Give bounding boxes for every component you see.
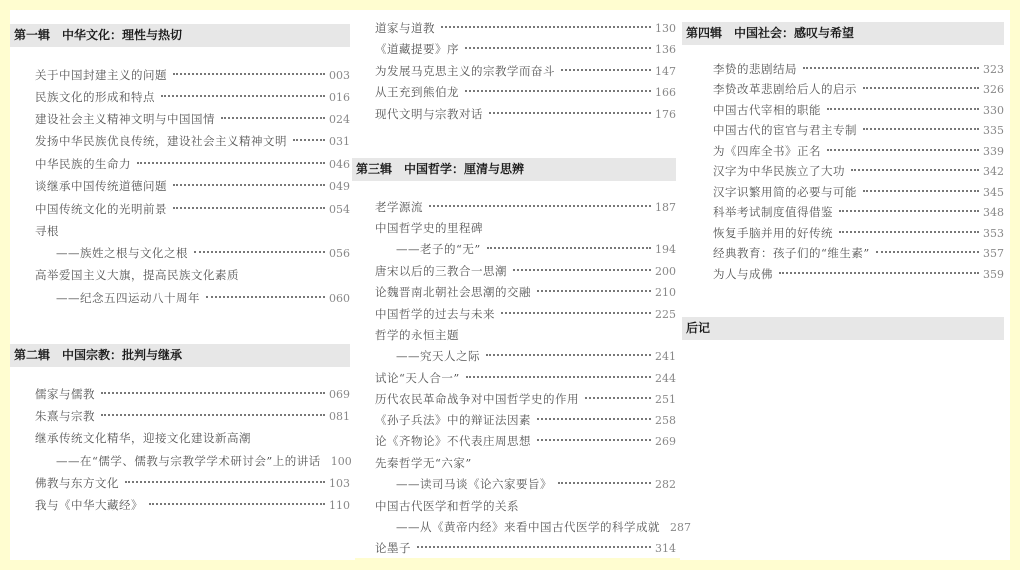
toc-entry[interactable] — [35, 429, 251, 447]
toc-entry[interactable] — [375, 62, 676, 80]
toc-entry[interactable] — [375, 432, 676, 450]
entry-title: 我与《中华大藏经》 — [35, 498, 143, 512]
entry-title: 中国哲学的过去与未来 — [375, 307, 495, 321]
dot-leader — [863, 128, 979, 130]
dot-leader — [585, 397, 651, 399]
page-number: 200 — [655, 265, 676, 278]
dot-leader — [803, 67, 979, 69]
toc-entry[interactable] — [35, 155, 350, 173]
dot-leader — [863, 87, 979, 89]
entry-title: 继承传统文化精华，迎接文化建设新高潮 — [35, 431, 251, 445]
toc-entry[interactable] — [713, 142, 1004, 160]
entry-title: ——从《黄帝内经》来看中国古代医学的科学成就 — [396, 520, 660, 534]
dot-leader — [863, 190, 979, 192]
dot-leader — [537, 290, 651, 292]
page-number: 024 — [329, 113, 350, 126]
page-number: 081 — [329, 410, 350, 423]
page-number: 335 — [983, 124, 1004, 137]
toc-entry[interactable] — [375, 83, 676, 101]
page-number: 269 — [655, 435, 676, 448]
dot-leader — [441, 26, 651, 28]
dot-leader — [173, 73, 325, 75]
entry-title: 从王充到熊伯龙 — [375, 85, 459, 99]
dot-leader — [429, 205, 651, 207]
entry-title: 佛教与东方文化 — [35, 476, 119, 490]
dot-leader — [561, 69, 651, 71]
page-number: 016 — [329, 91, 350, 104]
entry-title: 为发展马克思主义的宗教学而奋斗 — [375, 64, 555, 78]
page-number: 056 — [329, 247, 350, 260]
dot-leader — [486, 354, 651, 356]
dot-leader — [149, 503, 325, 505]
entry-title: 恢复手脑并用的好传统 — [713, 226, 833, 240]
entry-title: 中华民族的生命力 — [35, 157, 131, 171]
dot-leader — [221, 117, 325, 119]
entry-title: ——在“儒学、儒教与宗教学学术研讨会”上的讲话 — [56, 454, 321, 468]
toc-entry[interactable] — [35, 110, 350, 128]
toc-entry[interactable] — [35, 496, 350, 514]
page-number: 103 — [329, 477, 350, 490]
toc-entry[interactable] — [713, 162, 1004, 180]
dot-leader — [293, 139, 325, 141]
entry-title: 论《齐物论》不代表庄周思想 — [375, 434, 531, 448]
toc-entry[interactable] — [713, 183, 1004, 201]
toc-entry[interactable] — [35, 407, 350, 425]
toc-entry[interactable] — [375, 539, 676, 557]
page-number: 357 — [983, 247, 1004, 260]
entry-title: 发扬中华民族优良传统，建设社会主义精神文明 — [35, 134, 287, 148]
entry-title: 中国古代医学和哲学的关系 — [375, 499, 519, 513]
page-number: 342 — [983, 165, 1004, 178]
entry-title: 李贽改革悲剧给后人的启示 — [713, 82, 857, 96]
entry-title: 经典教育：孩子们的“维生素” — [713, 246, 870, 260]
toc-entry[interactable] — [375, 262, 676, 280]
toc-entry[interactable] — [375, 497, 519, 515]
entry-title: 《道藏提要》序 — [375, 42, 459, 56]
toc-entry[interactable] — [713, 101, 1004, 119]
toc-entry[interactable] — [375, 369, 676, 387]
entry-title: 论魏晋南北朝社会思潮的交融 — [375, 285, 531, 299]
toc-entry[interactable] — [375, 105, 676, 123]
dot-leader — [779, 272, 979, 274]
dot-leader — [537, 418, 651, 420]
section-header: 第一辑 中华文化：理性与热切 — [10, 24, 350, 47]
page-number: 359 — [983, 268, 1004, 281]
page-number: 176 — [655, 108, 676, 121]
entry-title: ——读司马谈《论六家要旨》 — [396, 477, 552, 491]
page-number: 003 — [329, 69, 350, 82]
entry-title: 寻根 — [35, 224, 59, 238]
page-number: 326 — [983, 83, 1004, 96]
toc-entry[interactable] — [713, 224, 1004, 242]
dot-leader — [487, 247, 651, 249]
toc-entry[interactable] — [375, 219, 483, 237]
toc-entry[interactable] — [713, 203, 1004, 221]
dot-leader — [161, 95, 325, 97]
page-number: 348 — [983, 206, 1004, 219]
dot-leader — [827, 108, 979, 110]
toc-entry[interactable] — [35, 474, 350, 492]
entry-title: 关于中国封建主义的问题 — [35, 68, 167, 82]
section-header: 第四辑 中国社会：感叹与希望 — [682, 22, 1004, 45]
section-header: 第二辑 中国宗教：批判与继承 — [10, 344, 350, 367]
toc-subtitle-entry[interactable] — [396, 347, 676, 365]
page-number: 287 — [670, 521, 691, 534]
page-number: 225 — [655, 308, 676, 321]
entry-title: 为《四库全书》正名 — [713, 144, 821, 158]
dot-leader — [173, 207, 325, 209]
toc-entry[interactable] — [35, 132, 350, 150]
page-number: 046 — [329, 158, 350, 171]
toc-entry[interactable] — [35, 177, 350, 195]
page-number: 031 — [329, 135, 350, 148]
entry-title: 科举考试制度值得借鉴 — [713, 205, 833, 219]
toc-entry[interactable] — [35, 200, 350, 218]
dot-leader — [489, 112, 651, 114]
section-header: 后记 — [682, 317, 1004, 340]
entry-title: 高举爱国主义大旗，提高民族文化素质 — [35, 268, 239, 282]
page-number: 136 — [655, 43, 676, 56]
toc-entry[interactable] — [35, 88, 350, 106]
section-header: 第三辑 中国哲学：厘清与思辨 — [352, 158, 676, 181]
toc-entry[interactable] — [713, 265, 1004, 283]
entry-title: ——究天人之际 — [396, 349, 480, 363]
entry-title: ——族姓之根与文化之根 — [56, 246, 188, 260]
page-number: 330 — [983, 104, 1004, 117]
dot-leader — [137, 162, 325, 164]
page-number: 244 — [655, 372, 676, 385]
toc-entry[interactable] — [35, 385, 350, 403]
entry-title: 中国哲学史的里程碑 — [375, 221, 483, 235]
page-number: 323 — [983, 63, 1004, 76]
entry-title: 哲学的永恒主题 — [375, 328, 459, 342]
page-number: 130 — [655, 22, 676, 35]
page-number: 054 — [329, 203, 350, 216]
page-number: 110 — [329, 499, 350, 512]
page-number: 069 — [329, 388, 350, 401]
toc-entry[interactable] — [375, 390, 676, 408]
toc-subtitle-entry[interactable] — [396, 518, 691, 536]
page-number: 187 — [655, 201, 676, 214]
page-number: 353 — [983, 227, 1004, 240]
entry-title: 为人与成佛 — [713, 267, 773, 281]
page-number: 314 — [655, 542, 676, 555]
dot-leader — [876, 251, 979, 253]
entry-title: 李贽的悲剧结局 — [713, 62, 797, 76]
dot-leader — [839, 231, 979, 233]
dot-leader — [194, 251, 325, 253]
entry-title: 中国古代宰相的职能 — [713, 103, 821, 117]
page-number: 258 — [655, 414, 676, 427]
page-number: 210 — [655, 286, 676, 299]
toc-entry[interactable] — [375, 40, 676, 58]
dot-leader — [466, 376, 651, 378]
entry-title: 老学源流 — [375, 200, 423, 214]
page-number: 282 — [655, 478, 676, 491]
entry-title: 谈继承中国传统道德问题 — [35, 179, 167, 193]
entry-title: 汉字识繁用简的必要与可能 — [713, 185, 857, 199]
toc-entry[interactable] — [713, 244, 1004, 262]
dot-leader — [513, 269, 651, 271]
toc-subtitle-entry[interactable] — [56, 452, 350, 470]
entry-title: 中国传统文化的光明前景 — [35, 202, 167, 216]
dot-leader — [173, 184, 325, 186]
toc-entry[interactable] — [375, 19, 676, 37]
toc-entry[interactable] — [713, 60, 1004, 78]
dot-leader — [465, 90, 651, 92]
toc-entry[interactable] — [375, 305, 676, 323]
entry-title: 道家与道教 — [375, 21, 435, 35]
page-number: 251 — [655, 393, 676, 406]
page-number: 241 — [655, 350, 676, 363]
dot-leader — [101, 392, 325, 394]
toc-subtitle-entry[interactable] — [56, 244, 350, 262]
toc-subtitle-entry[interactable] — [56, 289, 350, 307]
entry-title: 中国古代的宦官与君主专制 — [713, 123, 857, 137]
toc-entry[interactable] — [35, 66, 350, 84]
page-number: 060 — [329, 292, 350, 305]
toc-subtitle-entry[interactable] — [396, 475, 676, 493]
toc-entry[interactable] — [713, 121, 1004, 139]
dot-leader — [101, 414, 325, 416]
toc-entry[interactable] — [375, 198, 676, 216]
entry-title: 试论“天人合一” — [375, 371, 460, 385]
entry-title: 汉字为中华民族立了大功 — [713, 164, 845, 178]
page-number: 166 — [655, 86, 676, 99]
toc-entry[interactable] — [375, 326, 459, 344]
toc-entry[interactable] — [35, 266, 239, 284]
toc-entry[interactable] — [375, 454, 472, 472]
toc-entry[interactable] — [713, 80, 1004, 98]
page-number: 345 — [983, 186, 1004, 199]
dot-leader — [206, 296, 325, 298]
toc-entry[interactable] — [375, 283, 676, 301]
entry-title: 民族文化的形成和特点 — [35, 90, 155, 104]
page-number: 100 — [330, 455, 352, 468]
entry-title: ——老子的“无” — [396, 242, 481, 256]
toc-subtitle-entry[interactable] — [396, 240, 676, 258]
dot-leader — [851, 169, 979, 171]
entry-title: 《孙子兵法》中的辩证法因素 — [375, 413, 531, 427]
entry-title: 建设社会主义精神文明与中国国情 — [35, 112, 215, 126]
dot-leader — [827, 149, 979, 151]
entry-title: 现代文明与宗教对话 — [375, 107, 483, 121]
dot-leader — [465, 47, 651, 49]
dot-leader — [417, 546, 651, 548]
page-number: 049 — [329, 180, 350, 193]
entry-title: 历代农民革命战争对中国哲学史的作用 — [375, 392, 579, 406]
page-number: 194 — [655, 243, 676, 256]
entry-title: 论墨子 — [375, 541, 411, 555]
page-number: 339 — [983, 145, 1004, 158]
dot-leader — [125, 481, 325, 483]
dot-leader — [537, 439, 651, 441]
entry-title: ——纪念五四运动八十周年 — [56, 291, 200, 305]
toc-entry[interactable] — [35, 222, 59, 240]
dot-leader — [839, 210, 979, 212]
dot-leader — [558, 482, 651, 484]
page-number: 147 — [655, 65, 676, 78]
entry-title: 先秦哲学无“六家” — [375, 456, 472, 470]
dot-leader — [501, 312, 651, 314]
entry-title: 唐宋以后的三教合一思潮 — [375, 264, 507, 278]
entry-title: 儒家与儒教 — [35, 387, 95, 401]
entry-title: 朱熹与宗教 — [35, 409, 95, 423]
toc-entry[interactable] — [375, 411, 676, 429]
